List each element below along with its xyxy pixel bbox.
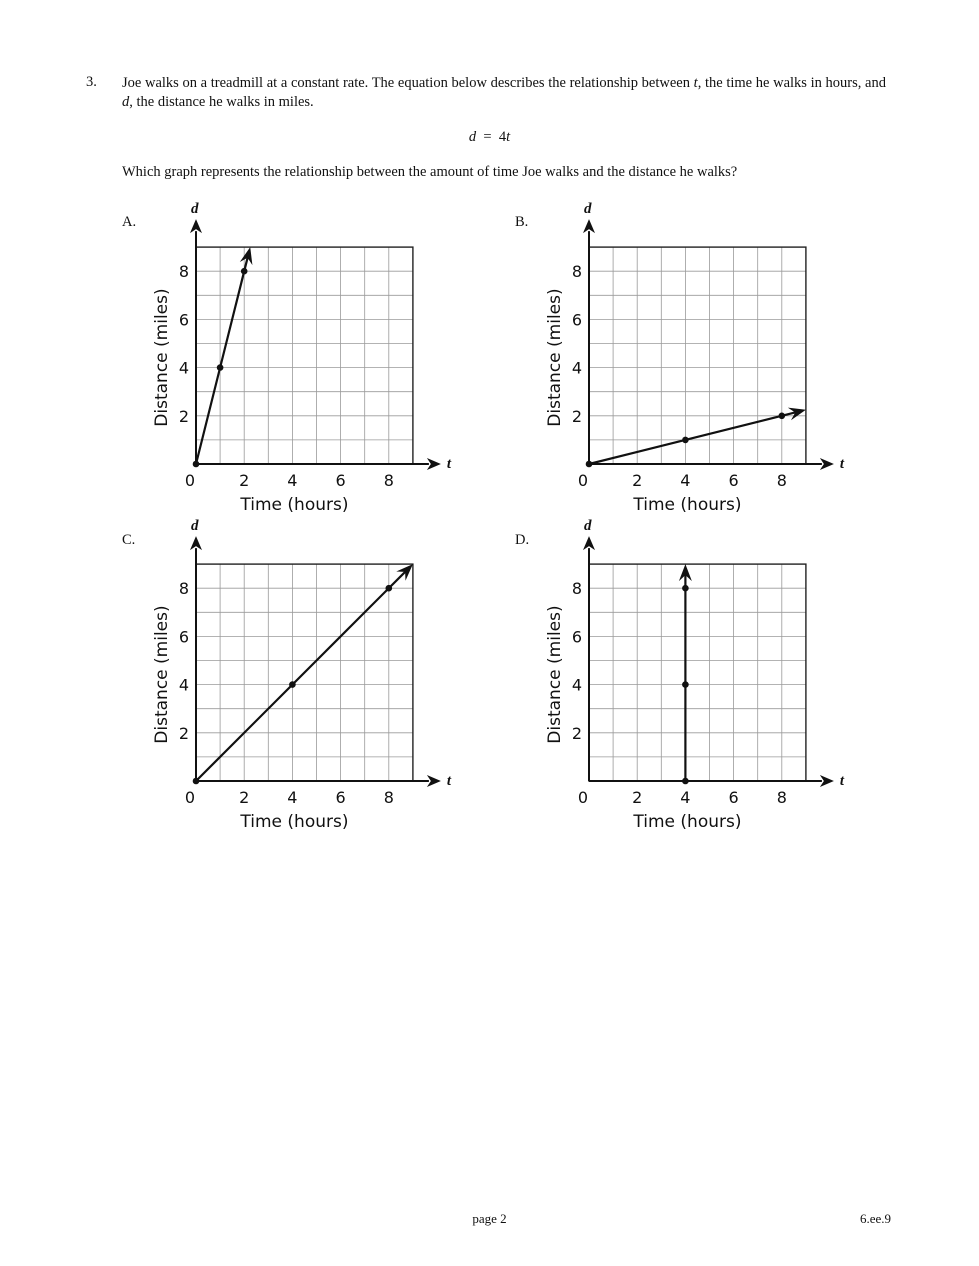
- graph-d-svg: [533, 518, 845, 842]
- y-tick-label: 2: [571, 723, 582, 743]
- data-point: [682, 437, 689, 444]
- x-tick-label: 8: [383, 788, 394, 807]
- y-tick-label: 6: [178, 627, 189, 647]
- graph-a-svg: [140, 201, 452, 525]
- x-axis-title: Time (hours): [240, 495, 349, 515]
- x-variable-label: t: [839, 456, 845, 472]
- x-axis-arrow: [820, 775, 834, 787]
- x-tick-label: 4: [680, 788, 691, 807]
- x-tick-label: 6: [335, 788, 346, 807]
- equation-coefficient: 4: [498, 129, 507, 145]
- x-tick-label: 4: [287, 471, 298, 490]
- x-variable-label: t: [446, 773, 452, 789]
- question-mid-2: , the distance he walks in miles.: [129, 94, 314, 110]
- question-mid-1: , the time he walks in hours, and: [697, 75, 886, 91]
- x-tick-label: 8: [776, 788, 787, 807]
- x-tick-label: 2: [239, 788, 250, 807]
- question-number: 3.: [86, 74, 97, 90]
- footer-standard-code: 6.ee.9: [859, 1211, 891, 1226]
- y-tick-label: 4: [178, 675, 189, 695]
- y-axis-arrow: [190, 219, 202, 233]
- x-axis-arrow: [427, 775, 441, 787]
- x-tick-label: 4: [287, 788, 298, 807]
- y-axis-title: Distance (miles): [152, 288, 172, 427]
- variable-t: t: [693, 75, 698, 91]
- x-variable-label: t: [446, 456, 452, 472]
- y-tick-label: 4: [571, 675, 582, 695]
- data-point: [682, 585, 689, 592]
- x-tick-label: 0: [184, 471, 196, 490]
- data-point: [682, 681, 689, 688]
- y-variable-label: d: [191, 518, 199, 535]
- y-tick-label: 8: [178, 262, 189, 282]
- x-tick-label: 4: [680, 471, 691, 490]
- x-tick-label: 2: [239, 471, 250, 490]
- x-tick-label: 0: [577, 471, 589, 490]
- data-line: [196, 257, 248, 464]
- y-tick-label: 6: [571, 310, 582, 330]
- graph-a: [140, 201, 452, 530]
- choice-b-label: B.: [515, 214, 529, 230]
- plot-frame: [589, 564, 806, 781]
- y-tick-label: 4: [571, 358, 582, 378]
- footer-page-number: page 2: [472, 1211, 507, 1226]
- equation-lhs: d: [468, 129, 477, 145]
- equation-equals: =: [483, 129, 492, 145]
- y-tick-label: 2: [571, 406, 582, 426]
- y-axis-arrow: [583, 219, 595, 233]
- plot-frame: [196, 247, 413, 464]
- y-variable-label: d: [584, 201, 592, 218]
- x-tick-label: 2: [632, 471, 643, 490]
- data-point: [779, 413, 786, 420]
- x-axis-arrow: [820, 458, 834, 470]
- y-tick-label: 2: [178, 723, 189, 743]
- plot-frame: [589, 247, 806, 464]
- x-axis-title: Time (hours): [633, 495, 742, 515]
- variable-d: d: [122, 94, 130, 110]
- graph-c: [140, 518, 452, 847]
- x-tick-label: 0: [577, 788, 589, 807]
- x-axis-arrow: [427, 458, 441, 470]
- data-point: [386, 585, 393, 592]
- y-tick-label: 4: [178, 358, 189, 378]
- y-axis-arrow: [583, 536, 595, 550]
- question-prompt: Which graph represents the relationship between the amount of time Joe walks and the distance he walks?: [122, 164, 738, 180]
- data-point: [217, 364, 224, 371]
- data-point: [586, 461, 593, 468]
- y-tick-label: 8: [178, 579, 189, 599]
- x-tick-label: 2: [632, 788, 643, 807]
- x-tick-label: 6: [728, 471, 739, 490]
- x-tick-label: 6: [728, 788, 739, 807]
- y-axis-title: Distance (miles): [545, 605, 565, 744]
- x-tick-label: 8: [383, 471, 394, 490]
- x-axis-title: Time (hours): [633, 812, 742, 832]
- data-point: [289, 681, 296, 688]
- choice-a-label: A.: [122, 214, 137, 230]
- data-line: [196, 571, 406, 781]
- graph-b: [533, 201, 845, 530]
- y-tick-label: 2: [178, 406, 189, 426]
- x-tick-label: 6: [335, 471, 346, 490]
- equation: [0, 129, 979, 146]
- data-point: [241, 268, 248, 275]
- question-text: [122, 74, 886, 112]
- graph-d: [533, 518, 845, 847]
- y-tick-label: 6: [571, 627, 582, 647]
- x-tick-label: 0: [184, 788, 196, 807]
- y-tick-label: 6: [178, 310, 189, 330]
- y-axis-arrow: [190, 536, 202, 550]
- y-axis-title: Distance (miles): [152, 605, 172, 744]
- y-variable-label: d: [191, 201, 199, 218]
- data-point: [193, 778, 200, 785]
- graph-b-svg: [533, 201, 845, 525]
- question-intro: Joe walks on a treadmill at a constant rate. The equation below describes the relationship between: [122, 75, 694, 91]
- y-tick-label: 8: [571, 262, 582, 282]
- x-variable-label: t: [839, 773, 845, 789]
- y-tick-label: 8: [571, 579, 582, 599]
- data-point: [682, 778, 689, 785]
- y-axis-title: Distance (miles): [545, 288, 565, 427]
- x-tick-label: 8: [776, 471, 787, 490]
- equation-variable: t: [506, 129, 511, 145]
- choice-c-label: C.: [122, 532, 136, 548]
- choice-d-label: D.: [515, 532, 530, 548]
- x-axis-title: Time (hours): [240, 812, 349, 832]
- data-point: [193, 461, 200, 468]
- y-variable-label: d: [584, 518, 592, 535]
- graph-c-svg: [140, 518, 452, 842]
- data-line: [589, 412, 796, 464]
